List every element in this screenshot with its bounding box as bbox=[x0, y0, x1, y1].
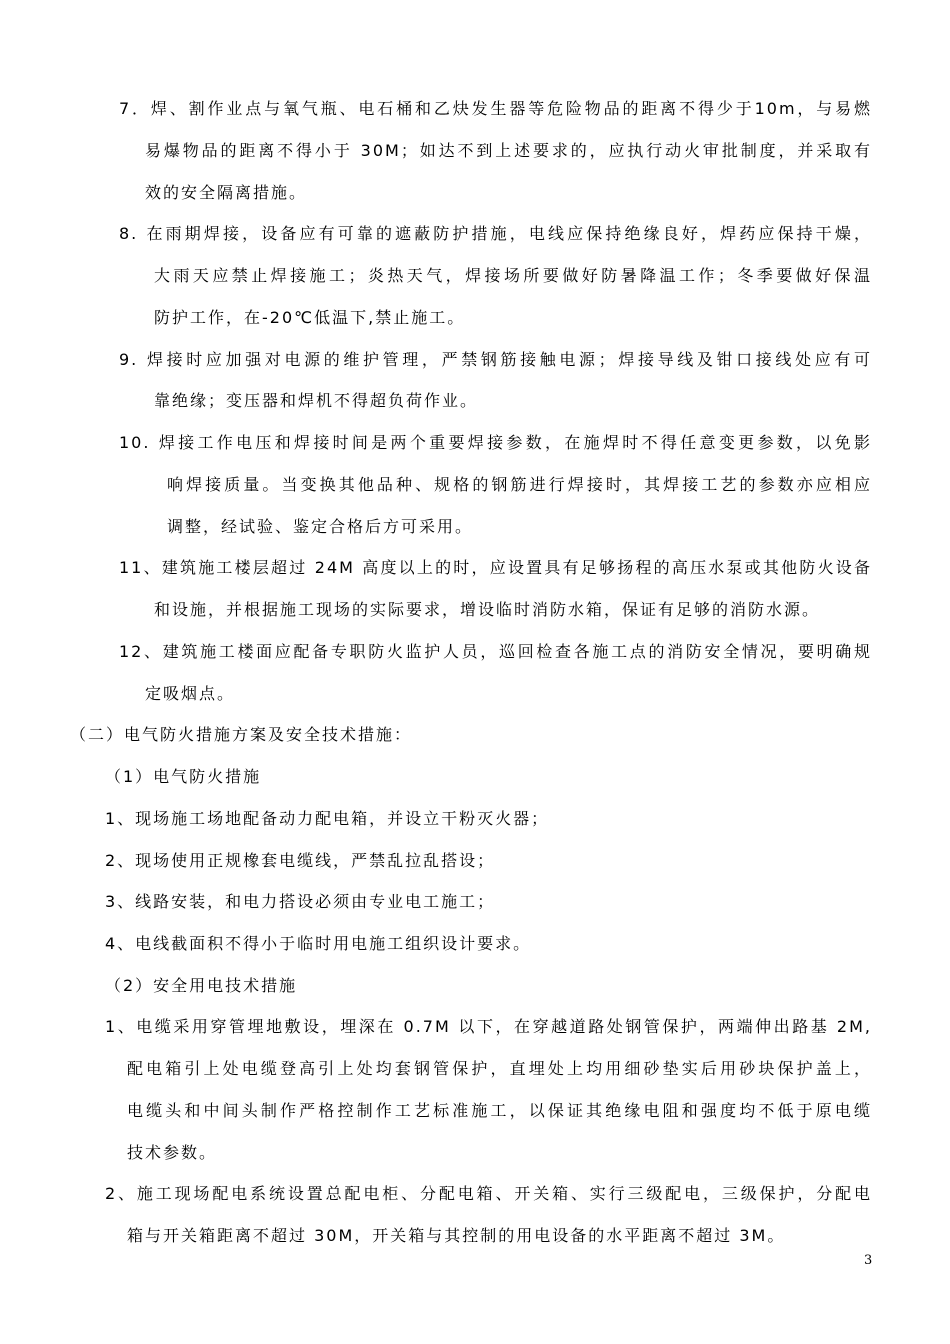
text-line: 配电箱引上处电缆登高引上处均套钢管保护，直埋处上均用细砂垫实后用砂块保护盖上， bbox=[127, 1059, 872, 1078]
list-item: 1、电缆采用穿管埋地敷设，埋深在 0.7M 以下，在穿越道路处钢管保护，两端伸出路基 2M, bbox=[105, 1017, 872, 1036]
text-line: 调整，经试验、鉴定合格后方可采用。 bbox=[167, 517, 474, 536]
text-line: 大雨天应禁止焊接施工；炎热天气，焊接场所要做好防暑降温工作；冬季要做好保温 bbox=[154, 266, 872, 285]
text-line: 11、建筑施工楼层超过 24M 高度以上的时，应设置具有足够扬程的高压水泵或其他防火设备 bbox=[119, 558, 872, 577]
text-line: 效的安全隔离措施。 bbox=[145, 183, 308, 202]
text-line: 7．焊、割作业点与氧气瓶、电石桶和乙炔发生器等危险物品的距离不得少于10m，与易燃 bbox=[119, 99, 872, 118]
text-line: 12、建筑施工楼面应配备专职防火监护人员，巡回检查各施工点的消防安全情况，要明确规 bbox=[119, 642, 872, 661]
text-line: 箱与开关箱距离不超过 30M，开关箱与其控制的用电设备的水平距离不超过 3M。 bbox=[127, 1226, 786, 1245]
text-line: 技术参数。 bbox=[127, 1143, 218, 1162]
page-number: 3 bbox=[864, 1253, 873, 1268]
list-item: 4、电线截面积不得小于临时用电施工组织设计要求。 bbox=[105, 934, 532, 953]
section-heading: （二）电气防火措施方案及安全技术措施： bbox=[70, 725, 413, 744]
text-line: 8. 在雨期焊接，设备应有可靠的遮蔽防护措施，电线应保持绝缘良好，焊药应保持干燥， bbox=[119, 224, 872, 243]
list-item: 2、施工现场配电系统设置总配电柜、分配电箱、开关箱、实行三级配电，三级保护，分配电 bbox=[105, 1184, 872, 1203]
list-item: 1、现场施工场地配备动力配电箱，并设立干粉灭火器； bbox=[105, 809, 550, 828]
text-line: 电缆头和中间头制作严格控制作工艺标准施工，以保证其绝缘电阻和强度均不低于原电缆 bbox=[127, 1101, 872, 1120]
subsection-heading: （1）电气防火措施 bbox=[105, 767, 262, 786]
text-line: 和设施，并根据施工现场的实际要求，增设临时消防水箱，保证有足够的消防水源。 bbox=[154, 600, 821, 619]
list-item: 3、线路安装，和电力搭设必须由专业电工施工； bbox=[105, 892, 496, 911]
list-item: 2、现场使用正规橡套电缆线，严禁乱拉乱搭设； bbox=[105, 851, 496, 870]
text-line: 10. 焊接工作电压和焊接时间是两个重要焊接参数，在施焊时不得任意变更参数，以免影 bbox=[119, 433, 872, 452]
text-line: 9. 焊接时应加强对电源的维护管理，严禁钢筋接触电源；焊接导线及钳口接线处应有可 bbox=[119, 350, 872, 369]
text-line: 易爆物品的距离不得小于 30M；如达不到上述要求的，应执行动火审批制度，并采取有 bbox=[145, 141, 872, 160]
subsection-heading: （2）安全用电技术措施 bbox=[105, 976, 298, 995]
text-line: 防护工作，在-20℃低温下,禁止施工。 bbox=[154, 308, 466, 327]
text-line: 响焊接质量。当变换其他品种、规格的钢筋进行焊接时，其焊接工艺的参数亦应相应 bbox=[167, 475, 872, 494]
text-line: 靠绝缘；变压器和焊机不得超负荷作业。 bbox=[154, 391, 479, 410]
text-line: 定吸烟点。 bbox=[145, 684, 236, 703]
